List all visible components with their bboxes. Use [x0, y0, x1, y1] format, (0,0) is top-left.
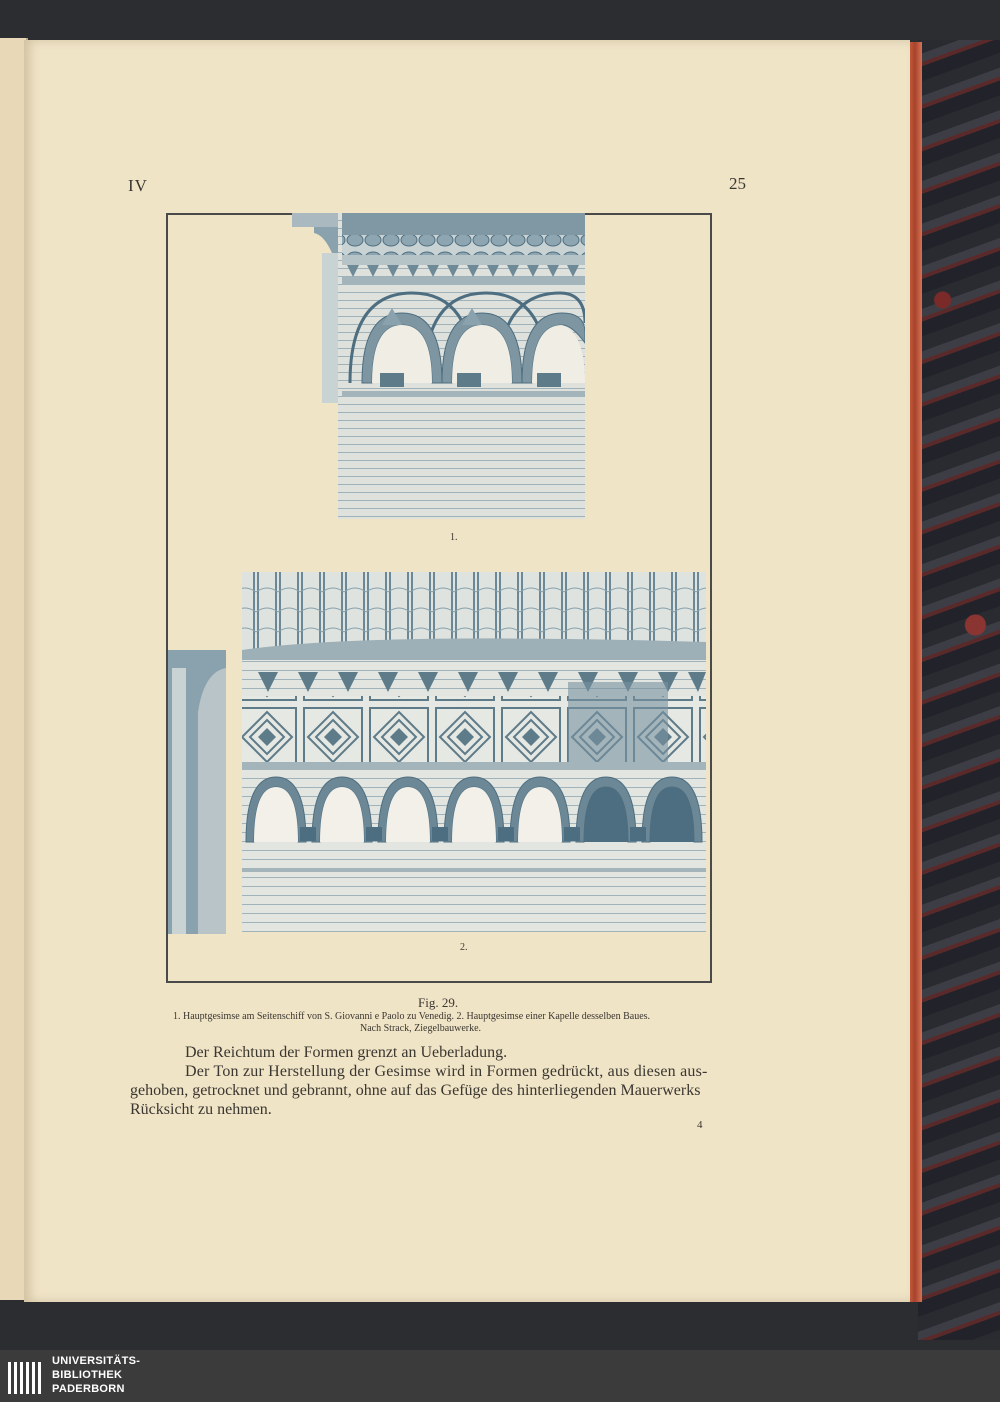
figure-title: Fig. 29.	[418, 995, 459, 1010]
plate-2-cornice-illustration	[168, 572, 706, 934]
library-footer-bar	[0, 1350, 1000, 1402]
plate-1-drawing	[292, 213, 585, 519]
marbled-cover-edge	[918, 40, 1000, 1340]
plate-1-label: 1.	[450, 532, 458, 543]
plate-2-label: 2.	[460, 942, 468, 953]
body-text-line-2: Der Ton zur Herstellung der Gesimse wird in Formen gedrückt, aus diesen aus-	[185, 1063, 708, 1080]
figure-caption-line-1: 1. Hauptgesimse am Seitenschiff von S. Giovanni e Paolo zu Venedig. 2. Hauptgesimse einer Kapelle desselben Baues.	[173, 1011, 651, 1022]
body-text-line-4: Rücksicht zu nehmen.	[130, 1101, 272, 1118]
library-logo-text	[52, 1354, 140, 1396]
plate-1-cornice-illustration	[292, 213, 585, 519]
page-number: 25	[729, 174, 746, 193]
body-text-line-3: gehoben, getrocknet und gebrannt, ohne auf das Gefüge des hinterliegenden Mauerwerks	[130, 1082, 701, 1099]
logo-line-3: PADERBORN	[52, 1383, 125, 1395]
logo-line-2: BIBLIOTHEK	[52, 1369, 123, 1381]
signature-mark: 4	[697, 1119, 703, 1131]
red-page-edge	[908, 42, 922, 1302]
figure-caption-line-2: Nach Strack, Ziegelbauwerke.	[360, 1023, 482, 1034]
library-logo-icon	[6, 1356, 46, 1396]
body-text-line-1: Der Reichtum der Formen grenzt an Ueberladung.	[185, 1044, 508, 1061]
logo-line-1: UNIVERSITÄTS-	[52, 1355, 141, 1367]
chapter-number: IV	[128, 176, 148, 195]
plate-2-drawing	[168, 572, 706, 934]
